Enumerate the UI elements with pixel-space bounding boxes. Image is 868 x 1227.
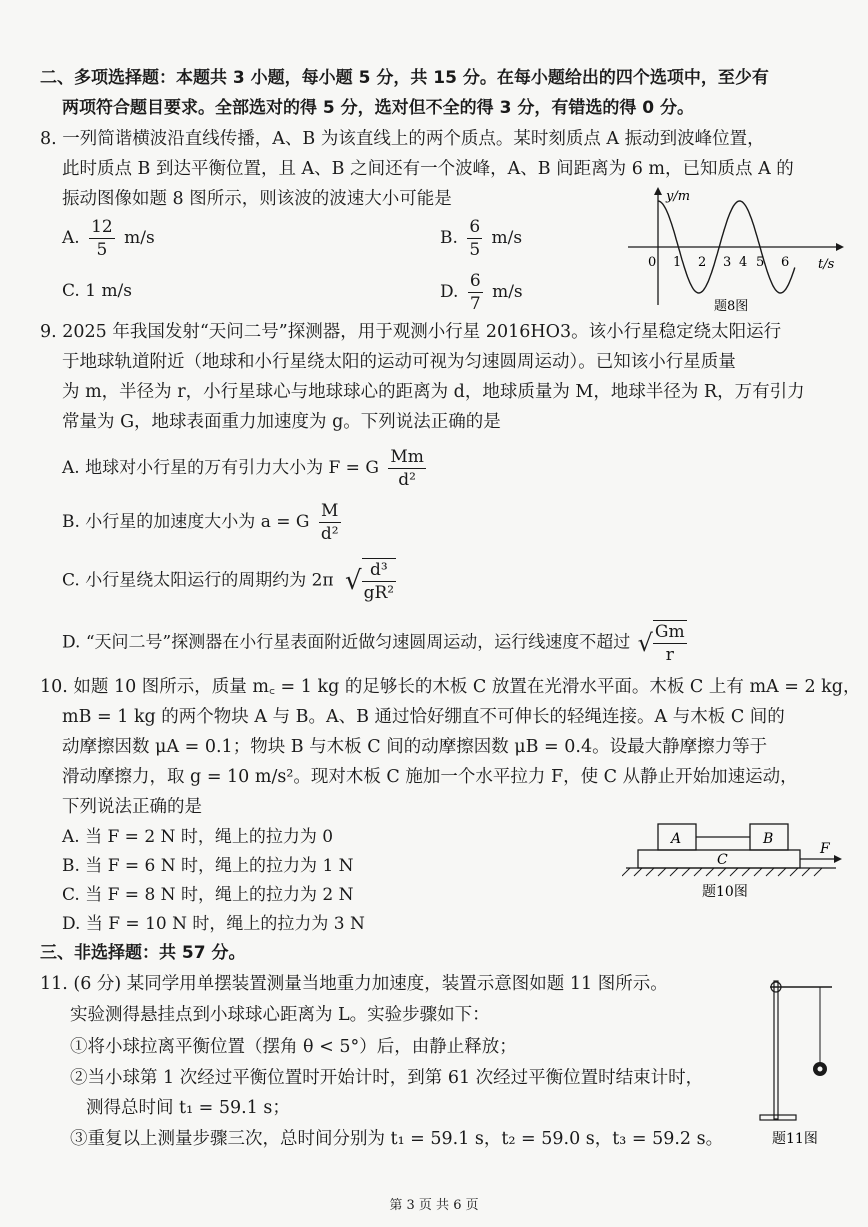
q9-option-a-text: A. 地球对小行星的万有引力大小为 F = G: [62, 458, 379, 478]
q8-option-a-num: 12: [91, 217, 113, 237]
q9-line1: 9. 2025 年我国发射“天问二号”探测器，用于观测小行星 2016HO3。该小行星稳定绕太阳运行: [40, 322, 782, 342]
q9-option-d-fraction: [653, 620, 687, 666]
q9-option-b-text: B. 小行星的加速度大小为 a = G: [62, 512, 310, 532]
figure8-tick-0: 0: [648, 255, 657, 270]
figure8-tick-4: 4: [739, 255, 748, 270]
figure10-hatch-mark: [790, 868, 798, 876]
q9-option-c-den: gR²: [363, 583, 395, 603]
q9-line3: 为 m，半径为 r，小行星球心与地球球心的距离为 d，地球质量为 M，地球半径为 R，万有引力: [62, 382, 805, 402]
q10-line3: 动摩擦因数 μA = 0.1；物块 B 与木板 C 间的动摩擦因数 μB = 0.4。设最大静摩擦力等于: [62, 737, 768, 757]
figure10-label-a: A: [671, 831, 682, 847]
q10-line1: 10. 如题 10 图所示，质量 m꜀ = 1 kg 的足够长的木板 C 放置在光滑水平面。木板 C 上有 mA = 2 kg，: [40, 677, 861, 697]
section2-header-line1: 二、多项选择题：本题共 3 小题，每小题 5 分，共 15 分。在每小题给出的四个选项中，至少有: [40, 68, 769, 88]
q9-option-c-sqrt-icon: √: [345, 566, 362, 596]
figure8-y-arrow: [654, 187, 662, 195]
q11-step2a: ②当小球第 1 次经过平衡位置时开始计时，到第 61 次经过平衡位置时结束计时，: [70, 1068, 704, 1088]
q9-option-a-den: d²: [398, 470, 416, 490]
q8-option-a-fraction: [89, 216, 115, 261]
q9-option-d-sqrt-icon: √: [637, 629, 653, 657]
q11-step1: ①将小球拉离平衡位置（摆角 θ < 5°）后，由静止释放；: [70, 1037, 517, 1057]
q8-option-b: [440, 216, 522, 261]
page-footer: 第 3 页 共 6 页: [389, 1198, 479, 1213]
figure10-blocks-diagram: [622, 818, 852, 908]
q10-line2: mB = 1 kg 的两个物块 A 与 B。A、B 通过恰好绷直不可伸长的轻绳连接。A 与木板 C 间的: [62, 707, 785, 727]
q9-option-a-num: Mm: [390, 447, 424, 467]
figure11-caption: 题11图: [772, 1131, 818, 1147]
q8-option-a-unit: m/s: [124, 228, 155, 248]
q10-option-d: D. 当 F = 10 N 时，绳上的拉力为 3 N: [62, 914, 365, 934]
figure8-caption: 题8图: [714, 299, 749, 314]
figure8-ylabel: y/m: [666, 189, 691, 204]
figure10-hatch-mark: [802, 868, 810, 876]
q8-option-d-num: 6: [469, 271, 481, 291]
figure10-hatch-mark: [658, 868, 666, 876]
figure10-hatch-mark: [682, 868, 690, 876]
figure8-tick-1: 1: [673, 255, 682, 270]
figure10-hatch-mark: [634, 868, 642, 876]
figure8-tick-2: 2: [698, 255, 707, 270]
q9-option-b-num: M: [319, 500, 341, 523]
q9-option-c-num: d³: [362, 559, 397, 582]
q8-option-a: [62, 216, 155, 261]
figure10-force-arrowhead: [834, 855, 842, 863]
q9-option-d-den: r: [665, 645, 674, 665]
q8-option-a-label: A.: [62, 228, 80, 248]
figure10-hatch-mark: [754, 868, 762, 876]
figure11-stand-pole: [774, 981, 778, 1119]
q9-line2: 于地球轨道附近（地球和小行星绕太阳的运动可视为匀速圆周运动）。已知该小行星质量: [62, 352, 736, 372]
q9-option-c-fraction: [362, 558, 397, 604]
figure10-hatch-mark: [730, 868, 738, 876]
figure11-pendulum-diagram: [752, 975, 848, 1155]
q8-option-c: [62, 279, 132, 303]
q8-option-b-num: 6: [469, 217, 481, 237]
q8-option-c-text: 1 m/s: [85, 281, 133, 301]
q9-option-a-fraction: [388, 446, 426, 491]
q8-option-b-den: 5: [469, 240, 481, 260]
figure10-caption: 题10图: [702, 884, 748, 900]
figure10-hatch-mark: [670, 868, 678, 876]
figure10-hatch-mark: [622, 868, 630, 876]
q8-option-b-fraction: [467, 216, 482, 261]
q9-option-c: [62, 558, 400, 604]
q11-step3: ③重复以上测量步骤三次，总时间分别为 t₁ = 59.1 s，t₂ = 59.0 s，t₃ = 59.2 s。: [70, 1129, 724, 1149]
q9-option-b-den: d²: [320, 524, 339, 544]
q9-option-d-text: D. “天问二号”探测器在小行星表面附近做匀速圆周运动，运行线速度不超过: [62, 632, 631, 653]
figure10-label-f: F: [820, 841, 830, 857]
figure8-tick-5: 5: [756, 255, 765, 270]
q9-option-b-fraction: [319, 500, 341, 545]
q8-line1: 8. 一列简谐横波沿直线传播，A、B 为该直线上的两个质点。某时刻质点 A 振动到波峰位置，: [40, 129, 765, 149]
q10-line5: 下列说法正确的是: [62, 797, 202, 817]
figure10-hatch-mark: [766, 868, 774, 876]
q8-option-c-label: C.: [62, 281, 80, 301]
figure10-hatch-mark: [706, 868, 714, 876]
figure10-label-c: C: [717, 852, 728, 868]
q9-option-b: [62, 500, 345, 545]
figure10-label-b: B: [763, 831, 774, 847]
figure8-tick-6: 6: [781, 255, 790, 270]
q8-option-d: [440, 270, 523, 315]
figure10-hatch-mark: [718, 868, 726, 876]
figure10-hatch-mark: [742, 868, 750, 876]
q8-option-d-label: D.: [440, 282, 459, 302]
q8-option-b-unit: m/s: [491, 228, 523, 248]
figure10-hatch-mark: [646, 868, 654, 876]
q11-line1: 11. (6 分) 某同学用单摆装置测量当地重力加速度，装置示意图如题 11 图所示。: [40, 974, 668, 994]
figure8-x-arrow: [836, 243, 844, 251]
q8-option-b-label: B.: [440, 228, 458, 248]
q8-option-d-unit: m/s: [492, 282, 523, 302]
figure8-vibration-graph: [618, 180, 848, 316]
q8-line2: 此时质点 B 到达平衡位置，且 A、B 之间还有一个波峰，A、B 间距离为 6 m，已知质点 A 的: [62, 159, 794, 179]
figure10-hatch-mark: [694, 868, 702, 876]
q9-option-d-num: Gm: [654, 622, 685, 642]
section3-header: 三、非选择题：共 57 分。: [40, 943, 246, 963]
q10-line4: 滑动摩擦力，取 g = 10 m/s²。现对木板 C 施加一个水平拉力 F，使 C 从静止开始加速运动，: [62, 767, 798, 787]
q11-line2: 实验测得悬挂点到小球球心距离为 L。实验步骤如下：: [70, 1005, 490, 1025]
figure8-xlabel: t/s: [818, 257, 835, 272]
figure10-hatch-mark: [814, 868, 822, 876]
q10-option-b: B. 当 F = 6 N 时，绳上的拉力为 1 N: [62, 856, 354, 876]
q11-step2b: 测得总时间 t₁ = 59.1 s；: [86, 1098, 290, 1118]
q10-option-a: A. 当 F = 2 N 时，绳上的拉力为 0: [62, 827, 334, 847]
figure8-tick-3: 3: [723, 255, 732, 270]
q9-option-d: [62, 620, 691, 666]
q9-line4: 常量为 G，地球表面重力加速度为 g。下列说法正确的是: [62, 412, 501, 432]
q9-option-c-text: C. 小行星绕太阳运行的周期约为 2π: [62, 570, 334, 591]
figure11-ball-center: [818, 1067, 823, 1072]
q8-option-a-den: 5: [96, 240, 108, 260]
q10-option-c: C. 当 F = 8 N 时，绳上的拉力为 2 N: [62, 885, 354, 905]
section2-header-line2: 两项符合题目要求。全部选对的得 5 分，选对但不全的得 3 分，有错选的得 0 分。: [62, 98, 694, 118]
q8-line3: 振动图像如题 8 图所示，则该波的波速大小可能是: [62, 189, 452, 209]
q9-option-a: [62, 446, 430, 491]
q8-option-d-den: 7: [469, 294, 481, 314]
figure10-hatch-mark: [778, 868, 786, 876]
q8-option-d-fraction: [468, 270, 483, 315]
figure10-ground-hatch: [622, 868, 822, 876]
